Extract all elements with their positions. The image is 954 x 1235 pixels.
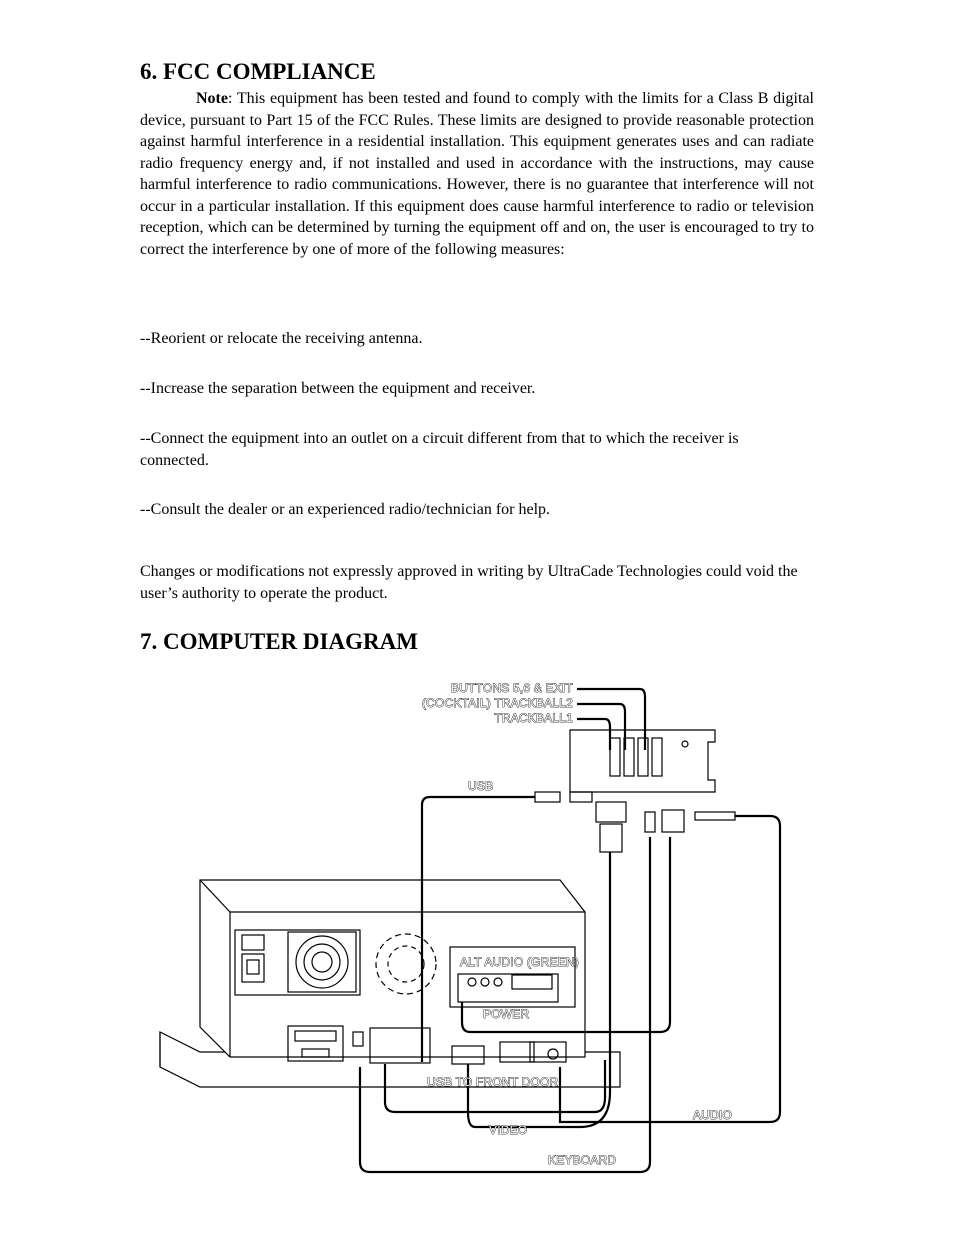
note-text: : This equipment has been tested and found to comply with the limits for a Class B digital device, pursuant to Part 15 of the FCC Rules. These limits are designed to provide reasonable protection against harmful interference in a residential installation. This equipment generates uses and can radiate radio frequency energy and, if not installed and used in accordance with the instructions, may cause harmful interference to radio communications. However, there is no guarantee that interference will not occur in a particular installation. If this equipment does cause harmful interference to radio or television reception, which can be determined by turning the equipment off and on, the user is encouraged to try to correct the interference by one of more of the following measures: bbox=[140, 90, 814, 258]
measure-item: --Connect the equipment into an outlet on a circuit different from that to which the receiver is connected. bbox=[140, 430, 739, 469]
label-usb-front-door: USB TO FRONT DOOR bbox=[427, 1075, 559, 1089]
label-audio: AUDIO bbox=[693, 1108, 733, 1122]
label-usb: USB bbox=[468, 779, 494, 793]
label-video: VIDEO bbox=[489, 1123, 528, 1137]
changes-paragraph: Changes or modifications not expressly approved in writing by UltraCade Technologies could void the user’s authority to operate the product. bbox=[140, 563, 798, 602]
section-7-title: 7. COMPUTER DIAGRAM bbox=[140, 629, 418, 654]
measure-item: --Increase the separation between the equipment and receiver. bbox=[140, 380, 536, 397]
computer-diagram-svg bbox=[140, 672, 820, 1182]
fcc-note-paragraph bbox=[140, 88, 814, 260]
label-keyboard: KEYBOARD bbox=[548, 1153, 617, 1167]
label-power: POWER bbox=[483, 1007, 530, 1021]
note-label: Note bbox=[196, 90, 228, 107]
measure-item: --Reorient or relocate the receiving antenna. bbox=[140, 330, 423, 347]
label-trackball1: TRACKBALL1 bbox=[494, 711, 573, 725]
label-alt-audio: ALT AUDIO (GREEN) bbox=[460, 955, 579, 969]
page-content bbox=[140, 58, 814, 654]
label-trackball2: (COCKTAIL) TRACKBALL2 bbox=[421, 696, 573, 710]
computer-diagram bbox=[140, 672, 820, 1182]
section-6-title: 6. FCC COMPLIANCE bbox=[140, 59, 376, 84]
label-buttons: BUTTONS 5,6 & EXIT bbox=[450, 681, 573, 695]
measure-item: --Consult the dealer or an experienced radio/technician for help. bbox=[140, 501, 551, 518]
